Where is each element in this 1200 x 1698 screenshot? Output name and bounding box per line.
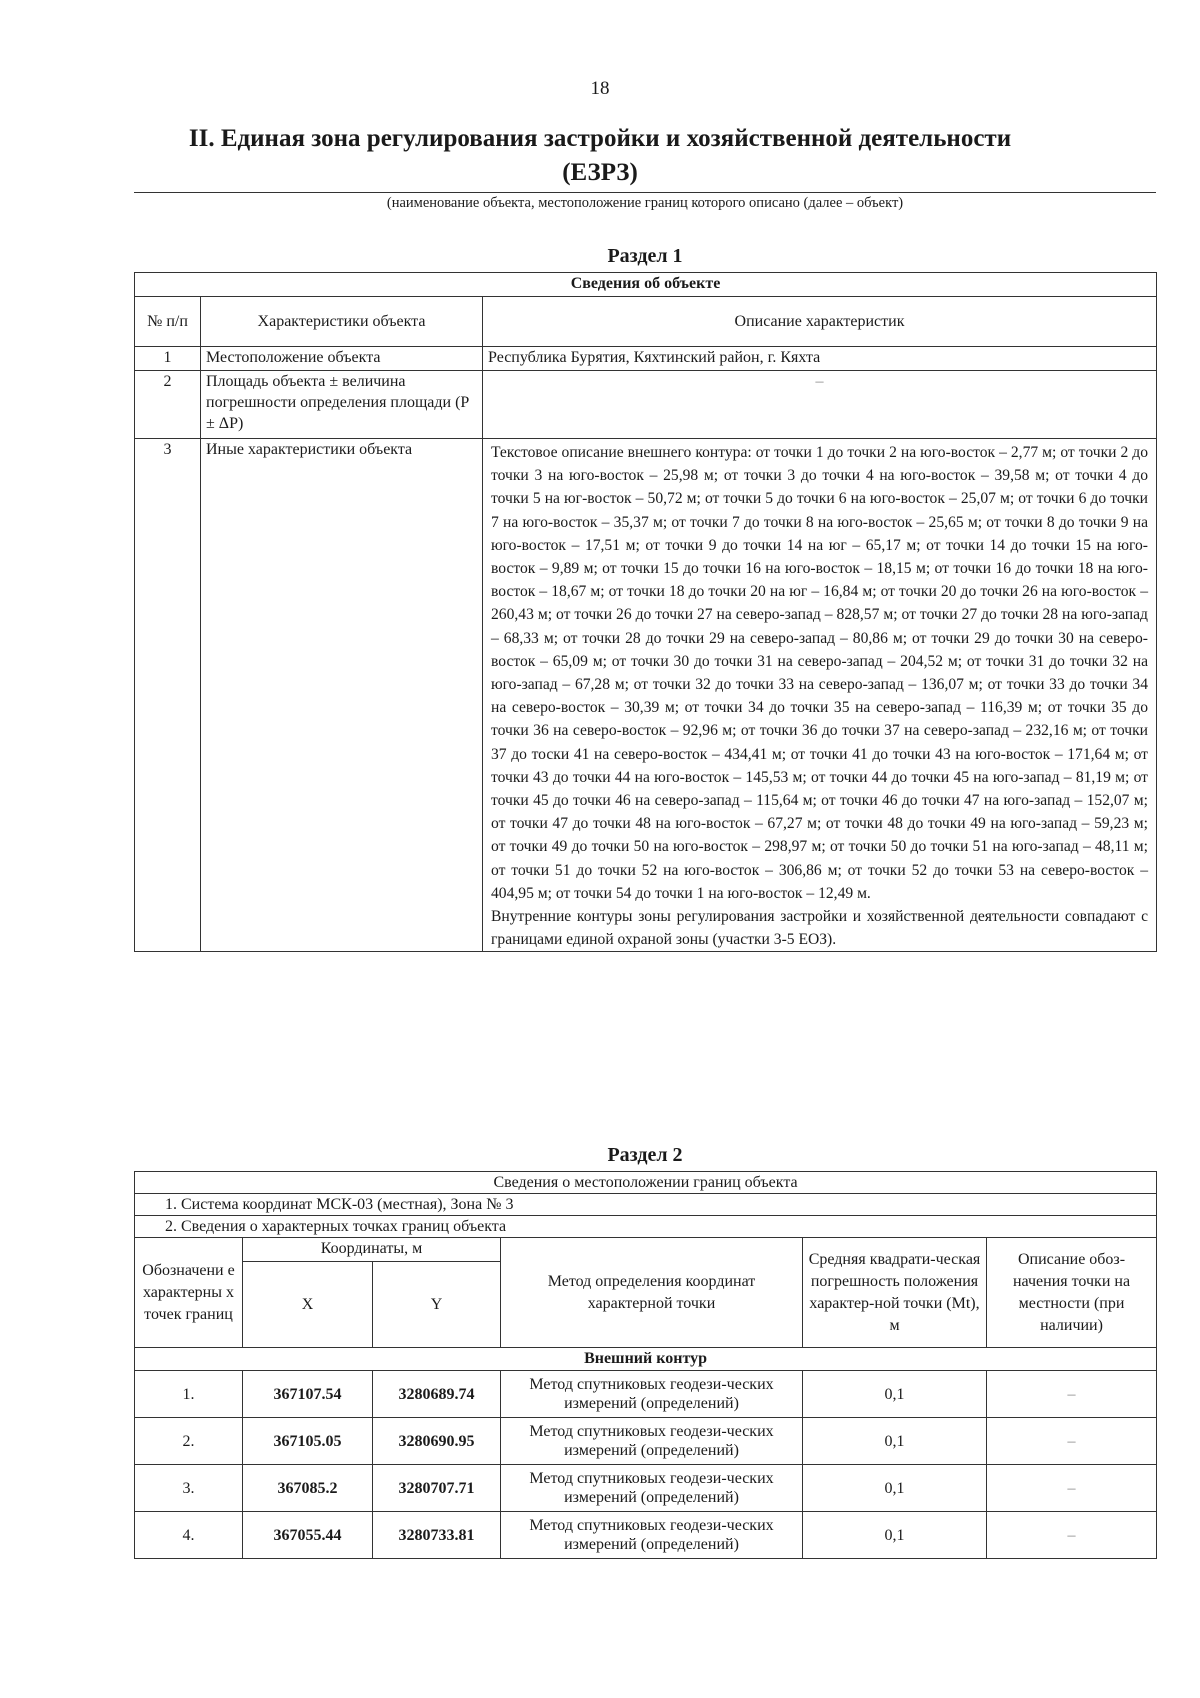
- point-description: –: [987, 1512, 1157, 1559]
- point-description: –: [987, 1465, 1157, 1512]
- point-number: 1.: [135, 1371, 243, 1418]
- column-header-method: Метод определения координат характерной точки: [501, 1238, 803, 1348]
- points-info-header: 2. Сведения о характерных точках границ объекта: [135, 1216, 1157, 1238]
- row-description: –: [483, 371, 1157, 439]
- column-header-point-description: Описание обоз-начения точки на местности (при наличии): [987, 1238, 1157, 1348]
- column-header-y: Y: [373, 1262, 501, 1348]
- point-y: 3280707.71: [373, 1465, 501, 1512]
- column-header-num: № п/п: [135, 297, 201, 347]
- column-header-x: X: [243, 1262, 373, 1348]
- document-subtitle: (наименование объекта, местоположение границ которого описано (далее – объект): [386, 195, 904, 211]
- point-x: 367055.44: [243, 1512, 373, 1559]
- boundary-points-table: [134, 1171, 1157, 1559]
- point-description: –: [987, 1418, 1157, 1465]
- column-header-description: Описание характеристик: [483, 297, 1157, 347]
- row-num: 3: [135, 439, 201, 952]
- outer-contour-header: Внешний контур: [135, 1348, 1157, 1371]
- row-description: Республика Бурятия, Кяхтинский район, г. Кяхта: [483, 347, 1157, 371]
- point-y: 3280733.81: [373, 1512, 501, 1559]
- point-x: 367085.2: [243, 1465, 373, 1512]
- location-info-header: Сведения о местоположении границ объекта: [135, 1172, 1157, 1194]
- point-error: 0,1: [803, 1371, 987, 1418]
- column-header-designation: Обозначени е характерны х точек границ: [135, 1238, 243, 1348]
- row-num: 2: [135, 371, 201, 439]
- point-error: 0,1: [803, 1512, 987, 1559]
- column-header-characteristics: Характеристики объекта: [201, 297, 483, 347]
- row-characteristic: Местоположение объекта: [201, 347, 483, 371]
- point-number: 4.: [135, 1512, 243, 1559]
- point-error: 0,1: [803, 1465, 987, 1512]
- row-num: 1: [135, 347, 201, 371]
- column-header-error: Средняя квадрати-ческая погрешность положения характер-ной точки (Mt), м: [803, 1238, 987, 1348]
- outer-contour-text: Текстовое описание внешнего контура: от точки 1 до точки 2 на юго-восток – 2,77 м; от точки 2 до точки 3 на юго-восток – 25,98 м; от точки 3 до точки 4 на юго-восток – 39,58 м; от точки 4 до точки 5 на юг-восток – 50,72 м; от точки 5 до точки 6 на юго-восток – 25,07 м; от точки 6 до точки 7 на юго-восток – 35,37 м; от точки 7 до точки 8 на юго-восток – 25,65 м; от точки 8 до точки 9 на юго-восток – 17,51 м; от точки 9 до точки 14 на юг – 65,17 м; от точки 14 до точки 15 на юго-восток – 9,89 м; от точки 15 до точки 16 на юго-восток – 18,15 м; от точки 16 до точки 18 на юго-восток – 18,67 м; от точки 18 до точки 20 на юг – 16,84 м; от точки 20 до точки 26 на юго-восток – 260,43 м; от точки 26 до точки 27 на северо-запад – 828,57 м; от точки 27 до точки 28 на юго-запад – 68,33 м; от точки 28 до точки 29 на северо-запад – 80,86 м; от точки 29 до точки 30 на северо-восток – 65,09 м; от точки 30 до точки 31 на северо-запад – 204,52 м; от точки 31 до точки 32 на юго-запад – 67,28 м; от точки 32 до точки 33 на северо-запад – 136,07 м; от точки 33 до точки 34 на северо-восток – 30,39 м; от точки 34 до точки 35 на северо-запад – 116,39 м; от точки 35 до точки 36 на северо-восток – 92,96 м; от точки 36 до точки 37 на северо-запад – 232,16 м; от точки 37 до тоски 41 на северо-восток – 434,41 м; от точки 41 до точки 43 на юго-восток – 171,64 м; от точки 43 до точки 44 на юго-восток – 145,53 м; от точки 44 до точки 45 на юго-запад – 81,19 м; от точки 45 до точки 46 на северо-запад – 115,64 м; от точки 46 до точки 47 на юго-запад – 152,07 м; от точки 47 до точки 48 на юго-восток – 67,27 м; от точки 48 до точки 49 на юго-запад – 59,23 м; от точки 49 до точки 50 на юго-восток – 298,97 м; от точки 50 до точки 51 на юго-запад – 48,11 м; от точки 51 до точки 52 на юго-восток – 306,86 м; от точки 52 до точки 53 на северо-восток – 404,95 м; от точки 54 до точки 1 на юго-восток – 12,49 м.: [491, 444, 1148, 902]
- point-error: 0,1: [803, 1418, 987, 1465]
- point-description: –: [987, 1371, 1157, 1418]
- row-characteristic: Иные характеристики объекта: [201, 439, 483, 952]
- row-description: [483, 439, 1157, 952]
- point-method: Метод спутниковых геодези-ческих измерений (определений): [501, 1418, 803, 1465]
- point-y: 3280689.74: [373, 1371, 501, 1418]
- point-method: Метод спутниковых геодези-ческих измерений (определений): [501, 1512, 803, 1559]
- page-number: 18: [590, 78, 610, 99]
- point-number: 3.: [135, 1465, 243, 1512]
- title-underline: [134, 192, 1156, 193]
- column-header-coords: Координаты, м: [243, 1238, 501, 1262]
- point-x: 367105.05: [243, 1418, 373, 1465]
- inner-contour-text: Внутренние контуры зоны регулирования застройки и хозяйственной деятельности совпадают с границами единой охраной зоны (участки 3-5 ЕОЗ).: [491, 908, 1148, 949]
- coordinate-system: 1. Система координат МСК-03 (местная), Зона № 3: [135, 1194, 1157, 1216]
- point-method: Метод спутниковых геодези-ческих измерений (определений): [501, 1371, 803, 1418]
- point-x: 367107.54: [243, 1371, 373, 1418]
- section1-title: Раздел 1: [607, 245, 683, 267]
- section2-title: Раздел 2: [607, 1144, 683, 1166]
- object-info-header: Сведения об объекте: [135, 273, 1157, 297]
- object-info-table: [134, 272, 1157, 952]
- point-method: Метод спутниковых геодези-ческих измерений (определений): [501, 1465, 803, 1512]
- point-number: 2.: [135, 1418, 243, 1465]
- row-characteristic: Площадь объекта ± величина погрешности определения площади (P ± ΔP): [201, 371, 483, 439]
- point-y: 3280690.95: [373, 1418, 501, 1465]
- document-title: II. Единая зона регулирования застройки и хозяйственной деятельности (ЕЗРЗ): [188, 125, 1012, 186]
